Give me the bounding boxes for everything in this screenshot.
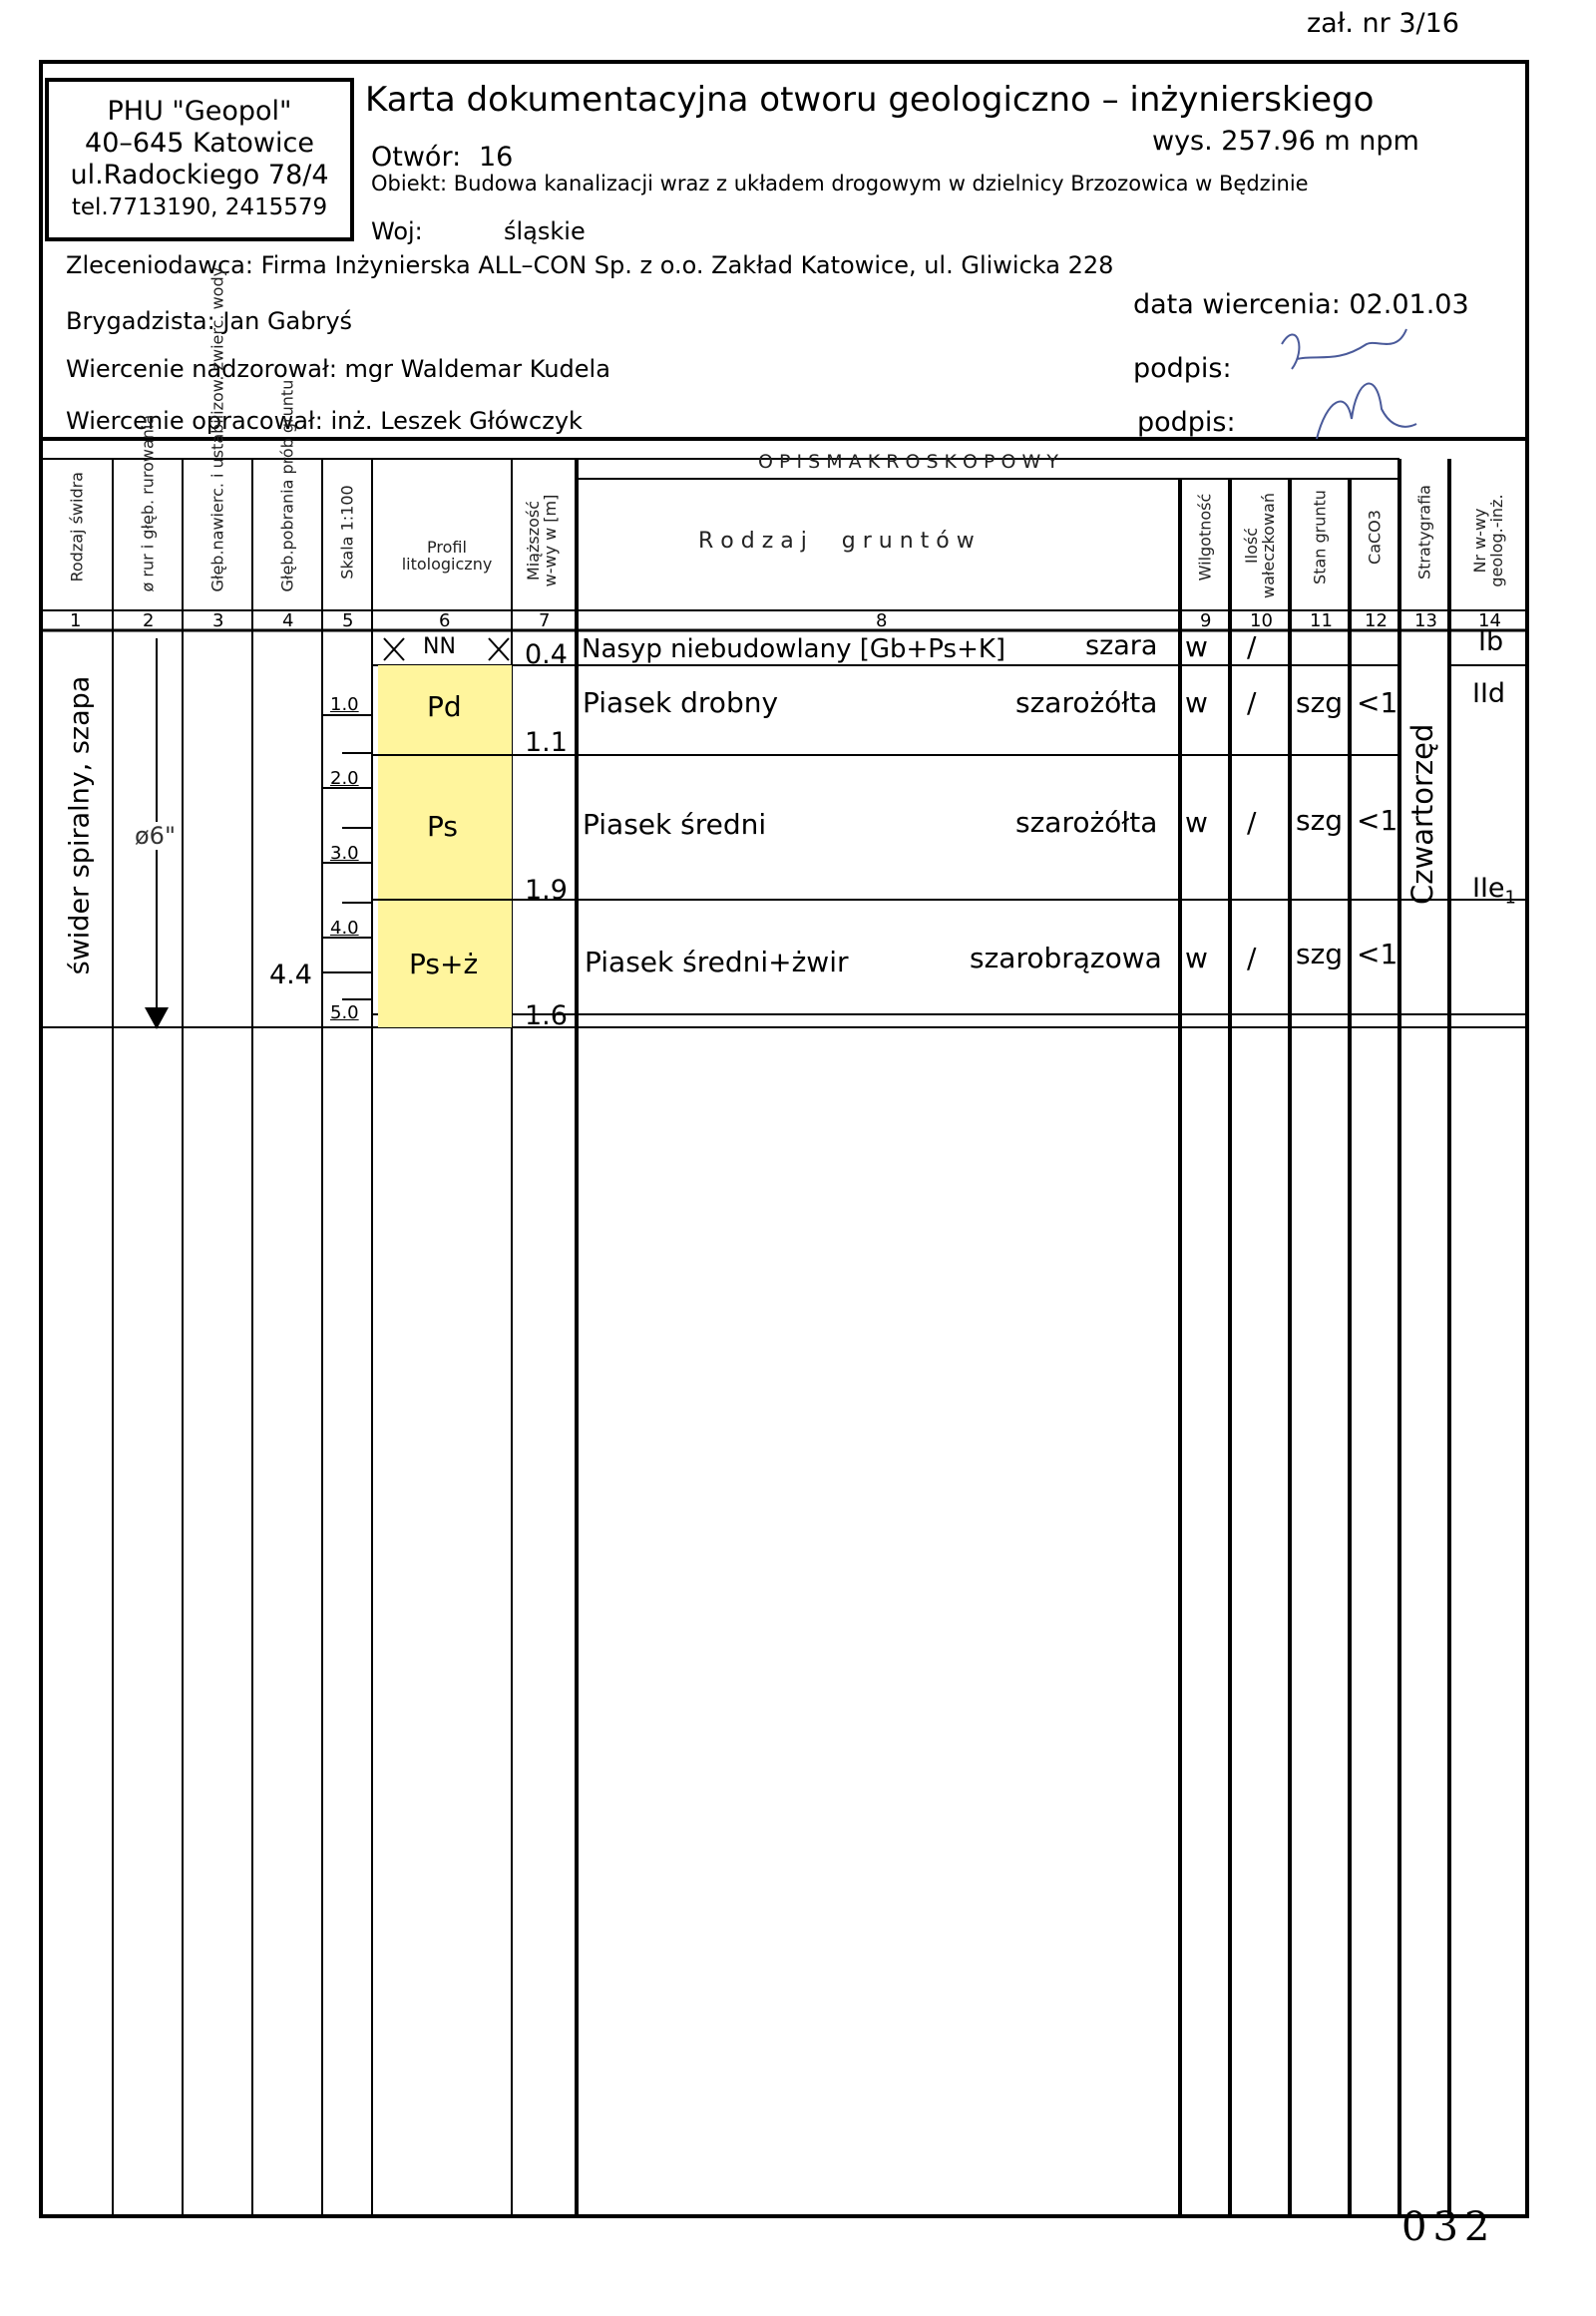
pipe-arrow — [145, 1007, 169, 1029]
layer-3-moisture: w — [1185, 806, 1208, 839]
voivodeship-value: śląskie — [504, 217, 586, 245]
col-header-7: Miąższość w-wy w [m] — [524, 494, 560, 587]
col-num-2: 2 — [143, 610, 155, 631]
col-num-5: 5 — [342, 610, 354, 631]
col-num-10: 10 — [1250, 610, 1273, 631]
layer-4-moisture: w — [1185, 942, 1208, 974]
col-header-6: Profil litologiczny — [401, 538, 493, 574]
signature-label-1: podpis: — [1133, 353, 1232, 384]
layer-2-state: szg — [1296, 686, 1344, 719]
group-iie — [1472, 873, 1516, 908]
col-header-1: Rodzaj świdra — [67, 472, 87, 582]
drill-type: świder spiralny, szapa — [64, 675, 96, 975]
col-num-6: 6 — [439, 610, 451, 631]
signature-label-2: podpis: — [1137, 407, 1236, 438]
col-header-3: Głęb.nawierc. i ustabilizow. zwierc. wody — [207, 266, 227, 592]
profile-symbol-nn: NN — [423, 634, 456, 659]
col-header-14: Nr w-wy geolog.-inż. — [1470, 494, 1506, 587]
drill-date: data wiercenia: 02.01.03 — [1133, 289, 1469, 320]
scale-mark-1: 1.0 — [330, 694, 359, 715]
layer-3-rolls: / — [1247, 806, 1257, 839]
col-header-11: Stan gruntu — [1310, 490, 1330, 584]
col-num-7: 7 — [539, 610, 551, 631]
layer-3-color: szarożółta — [1015, 806, 1158, 839]
group-iie-main: IIe — [1472, 873, 1505, 904]
col-num-14: 14 — [1478, 610, 1501, 631]
col-num-9: 9 — [1200, 610, 1212, 631]
profile-symbol-ps: Ps — [427, 810, 458, 843]
thickness-1: 0.4 — [525, 639, 568, 670]
layer-1-name: Nasyp niebudowlany [Gb+Ps+K] — [582, 634, 1006, 664]
col-header-4: Głęb.pobrania prób gruntu — [277, 379, 297, 592]
profile-symbol-pd: Pd — [427, 690, 462, 723]
col-num-8: 8 — [876, 610, 888, 631]
layer-4-color: szarobrązowa — [970, 942, 1162, 974]
col-num-11: 11 — [1310, 610, 1333, 631]
layer-4-caco3: <1 — [1357, 938, 1398, 970]
col-header-10: Ilość wałeczkowań — [1242, 493, 1278, 598]
company-street: ul.Radockiego 78/4 — [70, 160, 329, 191]
supervised-by: Wiercenie nadzorował: mgr Waldemar Kudela — [66, 355, 610, 383]
company-box — [50, 96, 349, 223]
page-number: 032 — [1401, 2204, 1496, 2250]
col-header-5: Skala 1:100 — [337, 485, 357, 579]
col-num-12: 12 — [1365, 610, 1388, 631]
scale-mark-3: 3.0 — [330, 843, 359, 864]
layer-3-caco3: <1 — [1357, 804, 1398, 837]
voivodeship-label: Woj: — [371, 217, 423, 245]
layer-2-name: Piasek drobny — [583, 686, 779, 719]
object-desc: Obiekt: Budowa kanalizacji wraz z układem drogowym w dzielnicy Brzozowica w Będzinie — [371, 172, 1309, 195]
hole-value: 16 — [479, 142, 514, 173]
col-header-8: R o d z a j g r u n t ó w — [698, 529, 975, 554]
scale-mark-4: 4.0 — [330, 918, 359, 939]
layer-2-moisture: w — [1185, 686, 1208, 719]
layer-1-moisture: w — [1185, 630, 1208, 663]
doc-title: Karta dokumentacyjna otworu geologiczno – inżynierskiego — [365, 80, 1375, 120]
sample-depth: 4.4 — [269, 960, 312, 990]
opis-header: O P I S M A K R O S K O P O W Y — [758, 451, 1058, 473]
layer-1-group: Ib — [1478, 626, 1504, 657]
col-header-2: ø rur i głęb. rurowania — [138, 414, 158, 592]
pipe-diameter: ø6" — [135, 822, 176, 850]
signature-1 — [1282, 329, 1406, 369]
profile-symbol-psz: Ps+ż — [409, 948, 479, 980]
layer-4-name: Piasek średni+żwir — [585, 946, 849, 978]
company-city: 40–645 Katowice — [85, 128, 314, 159]
layer-2-rolls: / — [1247, 686, 1257, 719]
scale-mark-5: 5.0 — [330, 1002, 359, 1023]
thickness-3: 1.9 — [525, 875, 568, 906]
col-num-3: 3 — [212, 610, 224, 631]
signature-2 — [1317, 384, 1416, 439]
thickness-2: 1.1 — [525, 727, 568, 758]
col-num-1: 1 — [70, 610, 82, 631]
elevation: wys. 257.96 m npm — [1152, 126, 1419, 157]
col-header-13: Stratygrafia — [1414, 485, 1434, 579]
attachment-label: zał. nr 3/16 — [1307, 8, 1459, 39]
prepared-by: Wiercenie opracował: inż. Leszek Główczyk — [66, 407, 583, 435]
col-header-9: Wilgotność — [1195, 493, 1215, 581]
thickness-4: 1.6 — [525, 1000, 568, 1031]
col-num-4: 4 — [282, 610, 294, 631]
company-name: PHU "Geopol" — [107, 96, 292, 127]
layer-2-caco3: <1 — [1357, 686, 1398, 719]
layer-4-rolls: / — [1247, 942, 1257, 974]
layer-1-color: szara — [1085, 630, 1158, 661]
group-iie-sub: 1 — [1504, 887, 1516, 909]
layer-2-group: IId — [1472, 678, 1506, 709]
layer-2-color: szarożółta — [1015, 686, 1158, 719]
col-num-13: 13 — [1414, 610, 1437, 631]
layer-1-rolls: / — [1247, 630, 1257, 663]
company-phone: tel.7713190, 2415579 — [71, 194, 328, 220]
foreman: Brygadzista: Jan Gabryś — [66, 307, 353, 335]
col-header-12: CaCO3 — [1365, 510, 1385, 565]
layer-4-state: szg — [1296, 938, 1344, 970]
layer-3-state: szg — [1296, 804, 1344, 837]
hole-label: Otwór: — [371, 142, 462, 173]
client: Zleceniodawca: Firma Inżynierska ALL–CON Sp. z o.o. Zakład Katowice, ul. Gliwicka 228 — [66, 251, 1114, 279]
stratigraphy: Czwartorzęd — [1405, 723, 1439, 905]
scale-mark-2: 2.0 — [330, 768, 359, 789]
layer-3-name: Piasek średni — [583, 808, 767, 841]
